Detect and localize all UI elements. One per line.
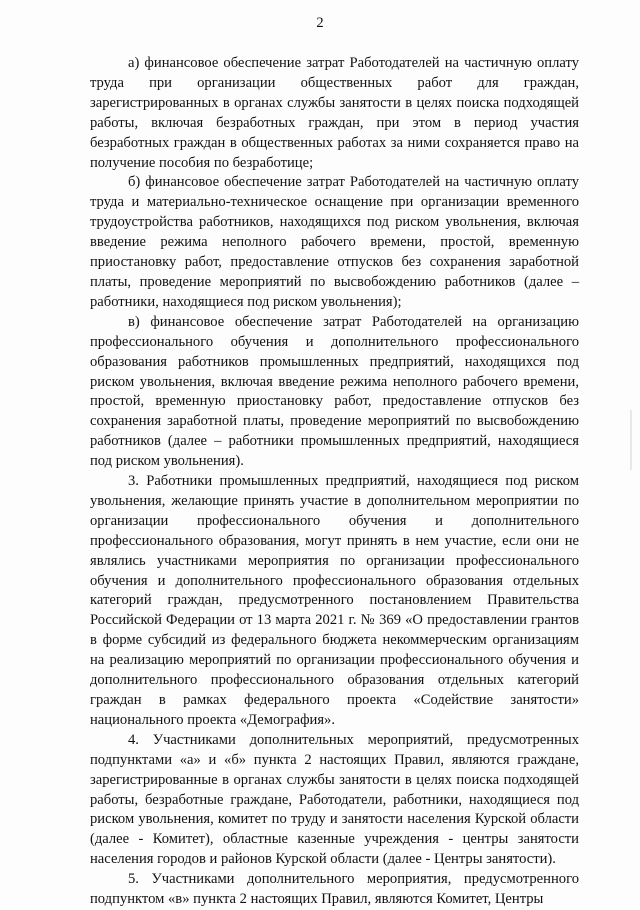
paragraph-item-3: 3. Работники промышленных предприятий, находящиеся под риском увольнения, желающие принять участие в дополнительном мероприятии по организации профессионального обучения и дополнительного профессионального образования, могут принять в нем участие, если они не являлись участниками мероприятия по организации профессионального обучения и дополнительного профессионального образования отдельных категорий граждан, предусмотренного постановлением Правительства Российской Федерации от 13 марта 2021 г. № 369 «О предоставлении грантов в форме субсидий из федерального бюджета некоммерческим организациям на реализацию мероприятий по организации профессионального обучения и дополнительного профессионального образования отдельных категорий граждан в рамках федерального проекта «Содействие занятости» национального проекта «Демография». — [90, 473, 579, 728]
page-number: 2 — [316, 15, 324, 31]
paragraph-item-4: 4. Участниками дополнительных мероприятий, предусмотренных подпунктами «а» и «б» пункта 2 настоящих Правил, являются граждане, зарегистрированные в органах службы занятости в целях поиска подходящей работы, безработные граждане, Работодатели, работники, находящиеся под риском увольнения, комитет по труду и занятости населения Курской области (далее - Комитет), областные казенные учреждения - центры занятости населения городов и районов Курской области (далее - Центры занятости). — [90, 731, 579, 868]
document-body — [90, 54, 579, 910]
paragraph-subitem-a: а) финансовое обеспечение затрат Работодателей на частичную оплату труда при организации общественных работ для граждан, зарегистрированных в органах службы занятости в целях поиска подходящей работы, включая безработных граждан, при этом в период участия безработных граждан в общественных работах за ними сохраняется право на получение пособия по безработице; — [90, 55, 579, 171]
paragraph-item-5: 5. Участниками дополнительного мероприятия, предусмотренного подпунктом «в» пункта 2 настоящих Правил, являются Комитет, Центры — [90, 871, 579, 908]
scan-edge-mark — [630, 410, 632, 470]
paragraph-subitem-v: в) финансовое обеспечение затрат Работодателей на организацию профессионального обучения и дополнительного профессионального образования работников промышленных предприятий, находящихся под риском увольнения, включая введение режима неполного рабочего времени, простой, временную приостановку работ, предоставление отпусков без сохранения заработной платы, проведение мероприятий по высвобождению работников (далее – работники промышленных предприятий, находящиеся под риском увольнения). — [90, 313, 579, 470]
paragraph-subitem-b: б) финансовое обеспечение затрат Работодателей на частичную оплату труда и материально-техническое оснащение при организации временного трудоустройства работников, находящихся под риском увольнения, включая введение режима неполного рабочего времени, простой, временную приостановку работ, предоставление отпусков без сохранения заработной платы, проведение мероприятий по высвобождению работников (далее – работники, находящиеся под риском увольнения); — [90, 174, 579, 310]
